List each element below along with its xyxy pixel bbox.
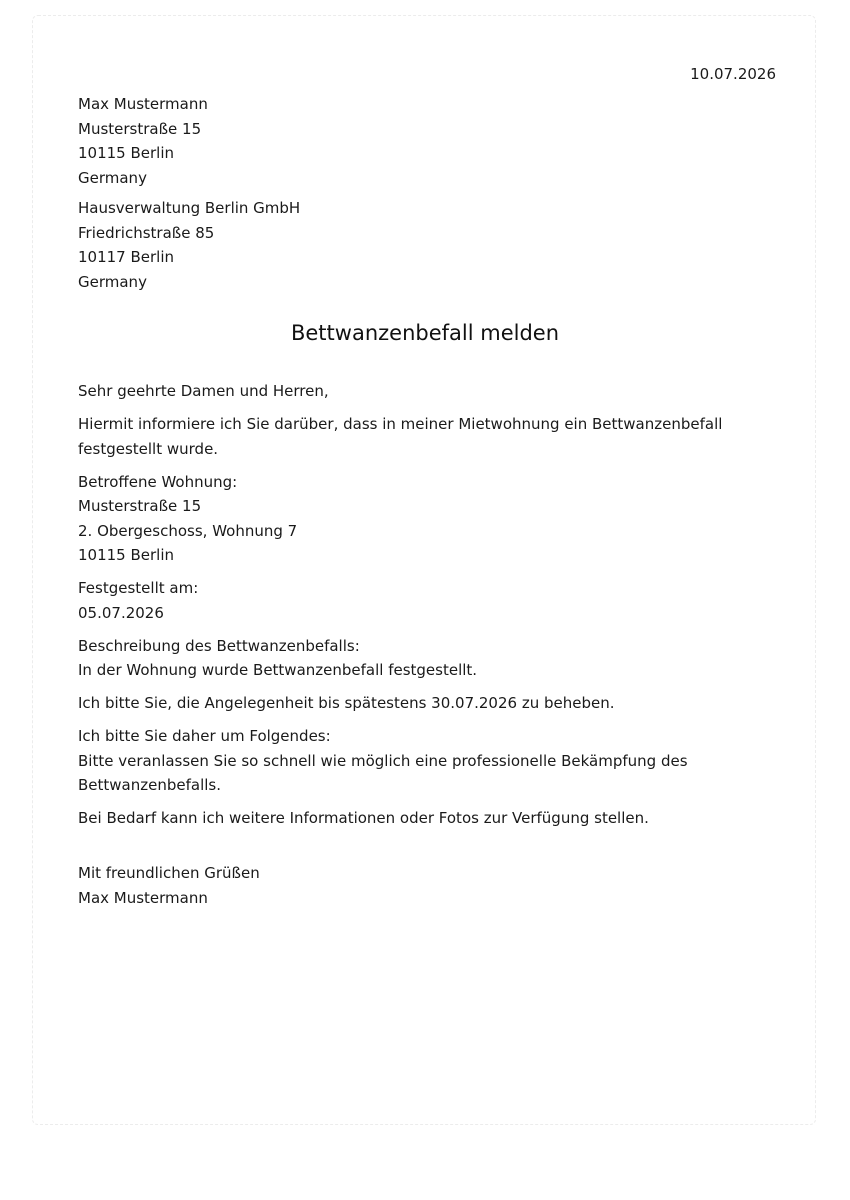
salutation (78, 379, 758, 404)
salutation-text: Sehr geehrte Damen und Herren, (78, 382, 329, 400)
apartment-street: Musterstraße 15 (78, 497, 202, 515)
request-label: Ich bitte Sie daher um Folgendes: (78, 727, 331, 745)
description-text: In der Wohnung wurde Bettwanzenbefall festgestellt. (78, 661, 478, 679)
letter-date: 10.07.2026 (690, 65, 776, 83)
recipient-address (78, 196, 300, 294)
description-paragraph (78, 634, 758, 683)
request-paragraph (78, 724, 758, 798)
sender-address (78, 92, 208, 190)
letter-subject: Bettwanzenbefall melden (290, 321, 560, 345)
apartment-city: 10115 Berlin (78, 546, 175, 564)
request-line-2: Bettwanzenbefalls. (78, 776, 221, 794)
letter-body (78, 379, 758, 839)
detected-date: 05.07.2026 (78, 603, 164, 622)
sender-name: Max Mustermann (78, 95, 208, 113)
recipient-country: Germany (78, 272, 147, 291)
deadline-paragraph (78, 691, 758, 716)
sender-street: Musterstraße 15 (78, 119, 202, 138)
detected-paragraph (78, 576, 758, 625)
offer-paragraph (78, 806, 758, 831)
sender-city: 10115 Berlin (78, 144, 175, 162)
signature-name: Max Mustermann (78, 888, 208, 907)
intro-line-1: Hiermit informiere ich Sie darüber, dass in meiner Mietwohnung ein Bettwanzenbefall (78, 415, 723, 433)
letter-closing (78, 861, 260, 910)
recipient-city: 10117 Berlin (78, 248, 175, 266)
detected-label: Festgestellt am: (78, 579, 199, 597)
intro-paragraph (78, 412, 758, 461)
apartment-paragraph (78, 470, 758, 568)
recipient-street: Friedrichstraße 85 (78, 223, 215, 242)
closing-text: Mit freundlichen Grüßen (78, 864, 260, 882)
apartment-label: Betroffene Wohnung: (78, 472, 238, 491)
recipient-name: Hausverwaltung Berlin GmbH (78, 199, 301, 217)
intro-line-2: festgestellt wurde. (78, 439, 219, 458)
description-label: Beschreibung des Bettwanzenbefalls: (78, 636, 360, 655)
offer-text: Bei Bedarf kann ich weitere Informationen oder Fotos zur Verfügung stellen. (78, 809, 649, 827)
apartment-floor: 2. Obergeschoss, Wohnung 7 (78, 521, 298, 540)
letter-page (32, 15, 816, 1125)
sender-country: Germany (78, 168, 147, 187)
request-line-1: Bitte veranlassen Sie so schnell wie möglich eine professionelle Bekämpfung des (78, 751, 688, 770)
deadline-text: Ich bitte Sie, die Angelegenheit bis spätestens 30.07.2026 zu beheben. (78, 694, 615, 712)
